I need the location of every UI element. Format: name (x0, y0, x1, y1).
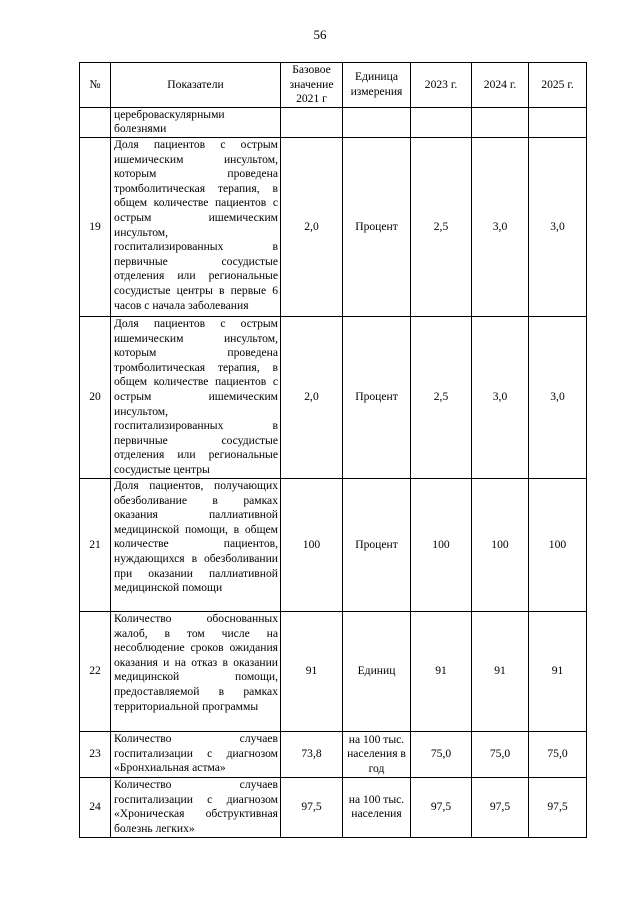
table-row (80, 137, 587, 316)
cell-unit: Процент (343, 137, 411, 316)
cell-2023: 100 (411, 478, 472, 611)
cell-base-value: 97,5 (281, 777, 343, 837)
cell-2025: 97,5 (529, 777, 587, 837)
cell-2025: 75,0 (529, 731, 587, 777)
cell-base-value: 91 (281, 611, 343, 731)
cell-2023: 2,5 (411, 316, 472, 478)
cell-indicator: Количество случаев госпитализации с диагнозом «Хроническая обструктивная болезнь легких» (111, 777, 281, 837)
header-unit: Единица измерения (343, 63, 411, 108)
cell-2024: 3,0 (472, 137, 529, 316)
cell-2025: 91 (529, 611, 587, 731)
cell-num: 19 (80, 137, 111, 316)
table-row (80, 611, 587, 731)
cell-indicator: Доля пациентов с острым ишемическим инсультом, которым проведена тромболитическая терапия, в общем количестве пациентов с острым ишемическим инсультом, госпитализированных в первичные сосудистые отделения или региональные сосудистые центры в первые 6 часов с начала заболевания (111, 137, 281, 316)
cell-unit (343, 107, 411, 137)
table-header-row (80, 63, 587, 108)
cell-num: 20 (80, 316, 111, 478)
cell-2023: 75,0 (411, 731, 472, 777)
cell-2025: 3,0 (529, 137, 587, 316)
cell-base-value: 2,0 (281, 137, 343, 316)
cell-indicator: Количество обоснованных жалоб, в том числе на несоблюдение сроков ожидания оказания и на отказ в оказании медицинской помощи, предоставляемой в рамках территориальной программы (111, 611, 281, 731)
cell-2023 (411, 107, 472, 137)
table-row (80, 777, 587, 837)
cell-unit: на 100 тыс. населения (343, 777, 411, 837)
table-row (80, 478, 587, 611)
indicators-table (79, 62, 587, 838)
cell-num (80, 107, 111, 137)
cell-2025 (529, 107, 587, 137)
cell-unit: Единиц (343, 611, 411, 731)
cell-2024: 100 (472, 478, 529, 611)
cell-base-value: 100 (281, 478, 343, 611)
header-2023: 2023 г. (411, 63, 472, 108)
cell-2023: 2,5 (411, 137, 472, 316)
cell-unit: Процент (343, 478, 411, 611)
table-row (80, 731, 587, 777)
cell-2024: 91 (472, 611, 529, 731)
cell-2024: 3,0 (472, 316, 529, 478)
page-number: 56 (313, 27, 327, 42)
cell-indicator: Доля пациентов, получающих обезболивание в рамках оказания паллиативной медицинской помощи, в общем количестве пациентов, нуждающихся в обезболивании при оказании паллиативной медицинской помощи (111, 478, 281, 611)
header-2024: 2024 г. (472, 63, 529, 108)
cell-unit: Процент (343, 316, 411, 478)
cell-num: 23 (80, 731, 111, 777)
table-row (80, 316, 587, 478)
cell-indicator: Доля пациентов с острым ишемическим инсультом, которым проведена тромболитическая терапия, в общем количестве пациентов с острым ишемическим инсультом, госпитализированных в первичные сосудистые отделения или региональные сосудистые центры (111, 316, 281, 478)
cell-2023: 91 (411, 611, 472, 731)
header-base-value: Базовое значение 2021 г (281, 63, 343, 108)
cell-num: 24 (80, 777, 111, 837)
header-num: № (80, 63, 111, 108)
cell-2025: 3,0 (529, 316, 587, 478)
header-indicator: Показатели (111, 63, 281, 108)
cell-2024: 97,5 (472, 777, 529, 837)
cell-base-value: 2,0 (281, 316, 343, 478)
cell-base-value: 73,8 (281, 731, 343, 777)
cell-2024: 75,0 (472, 731, 529, 777)
cell-unit: на 100 тыс. населения в год (343, 731, 411, 777)
cell-num: 22 (80, 611, 111, 731)
header-2025: 2025 г. (529, 63, 587, 108)
cell-2023: 97,5 (411, 777, 472, 837)
table-row-continuation (80, 107, 587, 137)
cell-indicator: цереброваскулярными болезнями (111, 107, 281, 137)
cell-base-value (281, 107, 343, 137)
cell-num: 21 (80, 478, 111, 611)
cell-indicator: Количество случаев госпитализации с диагнозом «Бронхиальная астма» (111, 731, 281, 777)
cell-2025: 100 (529, 478, 587, 611)
cell-2024 (472, 107, 529, 137)
